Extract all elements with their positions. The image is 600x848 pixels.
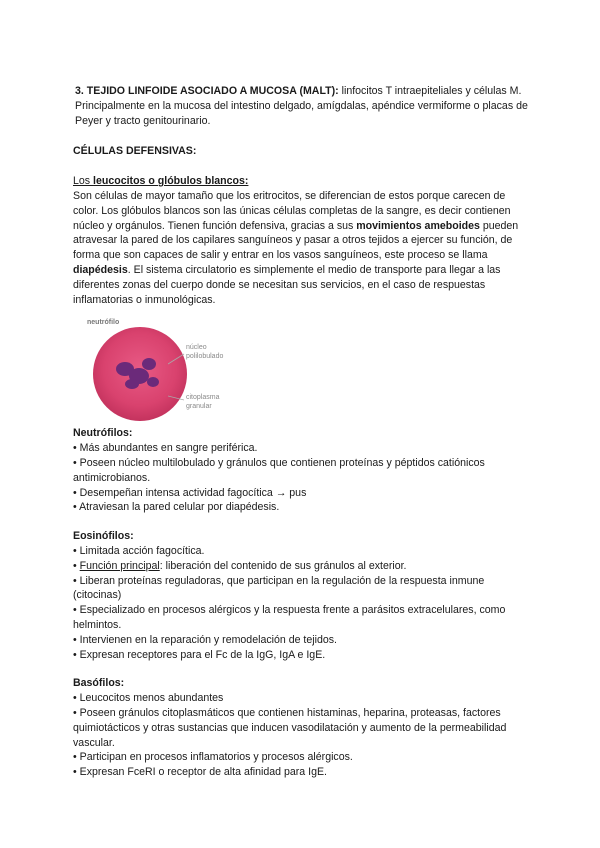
basofilos-heading: Basófilos: (73, 677, 125, 690)
basofilos-item: • Participan en procesos inflamatorios y procesos alérgicos. (73, 751, 353, 764)
eosinofilos-item: • Función principal: liberación del contenido de sus gránulos al exterior. (73, 559, 407, 572)
neutrophil-figure (73, 316, 528, 426)
eosinofilos-item: • Especializado en procesos alérgicos y la respuesta frente a parásitos extracelulares, como helmintos. (73, 604, 506, 631)
neutrofilos-item: • Más abundantes en sangre periférica. (73, 442, 258, 455)
label-nucleo-1: núcleo (186, 344, 207, 352)
eosinofilos-item: • Intervienen en la reparación y remodelación de tejidos. (73, 633, 338, 646)
label-nucleo-2: polilobulado (186, 353, 224, 361)
neutrofilos-heading: Neutrófilos: (73, 427, 133, 440)
label-cito-2: granular (186, 403, 212, 411)
figure-title: neutrófilo (87, 319, 120, 327)
leucocitos-heading: Los leucocitos o glóbulos blancos: (73, 175, 249, 188)
document-page (73, 84, 528, 780)
neutrofilos-item: • Poseen núcleo multilobulado y gránulos que contienen proteínas y péptidos catiónicos antimicrobianos. (73, 456, 485, 484)
malt-heading: 3. TEJIDO LINFOIDE ASOCIADO A MUCOSA (MALT): (75, 85, 339, 97)
malt-text: linfocitos T intraepiteliales y células M. Principalmente en la mucosa del intestino delgado, amígdalas, apéndice vermiforme o placas de Peyer y tracto genitourinario. (75, 85, 528, 127)
label-cito-1: citoplasma (186, 394, 220, 402)
basofilos-item: • Leucocitos menos abundantes (73, 692, 224, 705)
eosinofilos-item: • Limitada acción fagocítica. (73, 544, 205, 557)
eosinofilos-item: • Liberan proteínas reguladoras, que participan en la regulación de la respuesta inmune (citocinas) (73, 574, 485, 602)
defensivas-heading: CÉLULAS DEFENSIVAS: (73, 145, 197, 158)
leucocitos-paragraph: Son células de mayor tamaño que los eritrocitos, se diferencian de estos porque carecen de color. Los glóbulos blancos son las únicas células completas de la sangre, es decir contienen núcleo y orgánulos. Tienen función defensiva, gracias a sus movimientos ameboides pueden atravesar la pared de los capilares sanguíneos y pasar a otros tejidos a ejercer su función, de forma que son capaces de salir y entrar en los vasos sanguíneos, este proceso se llama diapédesis. El sistema circulatorio es simplemente el medio de transporte para llegar a las diferentes zonas del cuerpo donde se necesitan sus servicios, en el caso de respuestas inflamatorias o inmunológicas. (73, 189, 519, 306)
basofilos-item: • Expresan FceRI o receptor de alta afinidad para IgE. (73, 766, 327, 779)
eosinofilos-item: • Expresan receptores para el Fc de la IgG, IgA e IgE. (73, 648, 326, 661)
neutrofilos-item: • Atraviesan la pared celular por diapédesis. (73, 501, 280, 514)
malt-paragraph (73, 84, 528, 128)
eosinofilos-heading: Eosinófilos: (73, 530, 134, 543)
neutrofilos-item: • Desempeñan intensa actividad fagocítica → pus (73, 486, 307, 499)
basofilos-item: • Poseen gránulos citoplasmáticos que contienen histaminas, heparina, proteasas, factores quimiotácticos y otras sustancias que inducen vasodilatación y aumento de la permeabilidad vascular. (73, 706, 507, 749)
